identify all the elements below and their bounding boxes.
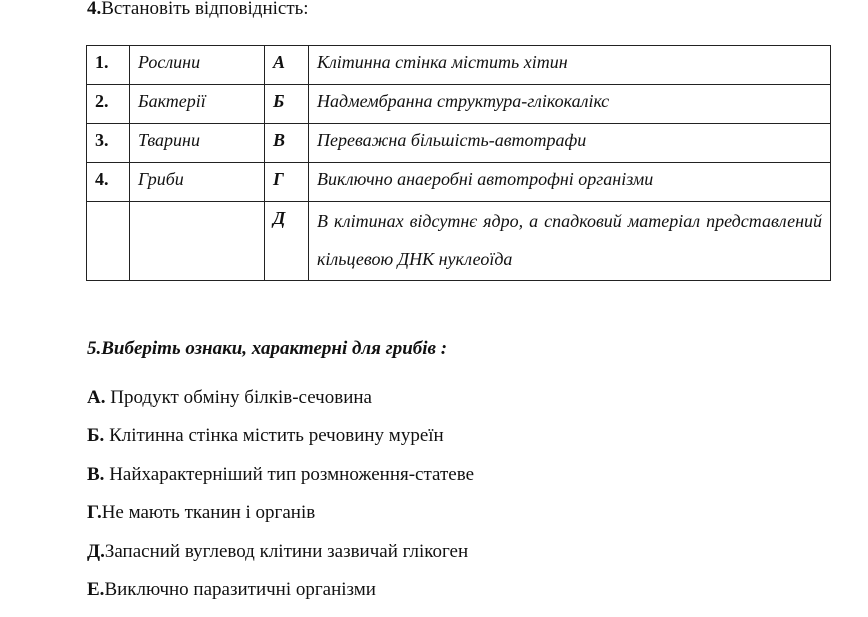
matching-table bbox=[86, 45, 831, 281]
option-text: Найхарактерніший тип розмноження-статеве bbox=[104, 463, 475, 485]
option-text: Не мають тканин і органів bbox=[101, 502, 316, 524]
answer-description: Надмембранна структура-глікокалікс bbox=[309, 85, 831, 124]
table-row bbox=[87, 163, 831, 202]
organism-name bbox=[130, 202, 265, 281]
option-letter: В. bbox=[87, 463, 105, 485]
answer-letter: А bbox=[265, 46, 309, 85]
option-letter: Д. bbox=[87, 540, 105, 562]
option-text: Продукт обміну білків-сечовина bbox=[105, 387, 372, 408]
list-item bbox=[87, 501, 474, 539]
question-5-heading: 5.Виберіть ознаки, характерні для грибів : bbox=[87, 338, 448, 359]
option-letter: А. bbox=[87, 387, 106, 408]
list-item bbox=[87, 424, 474, 462]
row-number bbox=[87, 202, 130, 281]
organism-name: Бактерії bbox=[130, 85, 265, 124]
question-5-options bbox=[87, 386, 474, 616]
row-number: 3. bbox=[87, 124, 130, 163]
answer-letter: Д bbox=[265, 202, 309, 281]
option-text: Виключно паразитичні організми bbox=[104, 578, 376, 600]
option-letter: Б. bbox=[87, 425, 105, 447]
list-item bbox=[87, 386, 474, 424]
organism-name: Тварини bbox=[130, 124, 265, 163]
question-4-number: 4. bbox=[87, 0, 102, 19]
row-number: 4. bbox=[87, 163, 130, 202]
row-number: 2. bbox=[87, 85, 130, 124]
list-item bbox=[87, 578, 474, 616]
answer-description: В клітинах відсутнє ядро, а спадковий матеріал представлений кільцевою ДНК нуклеоїда bbox=[309, 202, 831, 281]
answer-letter: Б bbox=[265, 85, 309, 124]
organism-name: Гриби bbox=[130, 163, 265, 202]
answer-description: Виключно анаеробні автотрофні організми bbox=[309, 163, 831, 202]
list-item bbox=[87, 463, 474, 501]
option-letter: Г. bbox=[87, 502, 102, 524]
question-4-text: Встановіть відповідність: bbox=[101, 0, 309, 19]
question-4-heading bbox=[87, 0, 309, 20]
answer-letter: В bbox=[265, 124, 309, 163]
answer-description: Клітинна стінка містить хітин bbox=[309, 46, 831, 85]
option-text: Клітинна стінка містить речовину муреїн bbox=[104, 425, 444, 447]
option-letter: Е. bbox=[87, 578, 105, 600]
option-text: Запасний вуглевод клітини зазвичай глікоген bbox=[104, 540, 469, 562]
table-row bbox=[87, 46, 831, 85]
row-number: 1. bbox=[87, 46, 130, 85]
table-row bbox=[87, 202, 831, 281]
answer-letter: Г bbox=[265, 163, 309, 202]
answer-description: Переважна більшість-автотрафи bbox=[309, 124, 831, 163]
list-item bbox=[87, 540, 474, 578]
table-row bbox=[87, 124, 831, 163]
organism-name: Рослини bbox=[130, 46, 265, 85]
table-row bbox=[87, 85, 831, 124]
